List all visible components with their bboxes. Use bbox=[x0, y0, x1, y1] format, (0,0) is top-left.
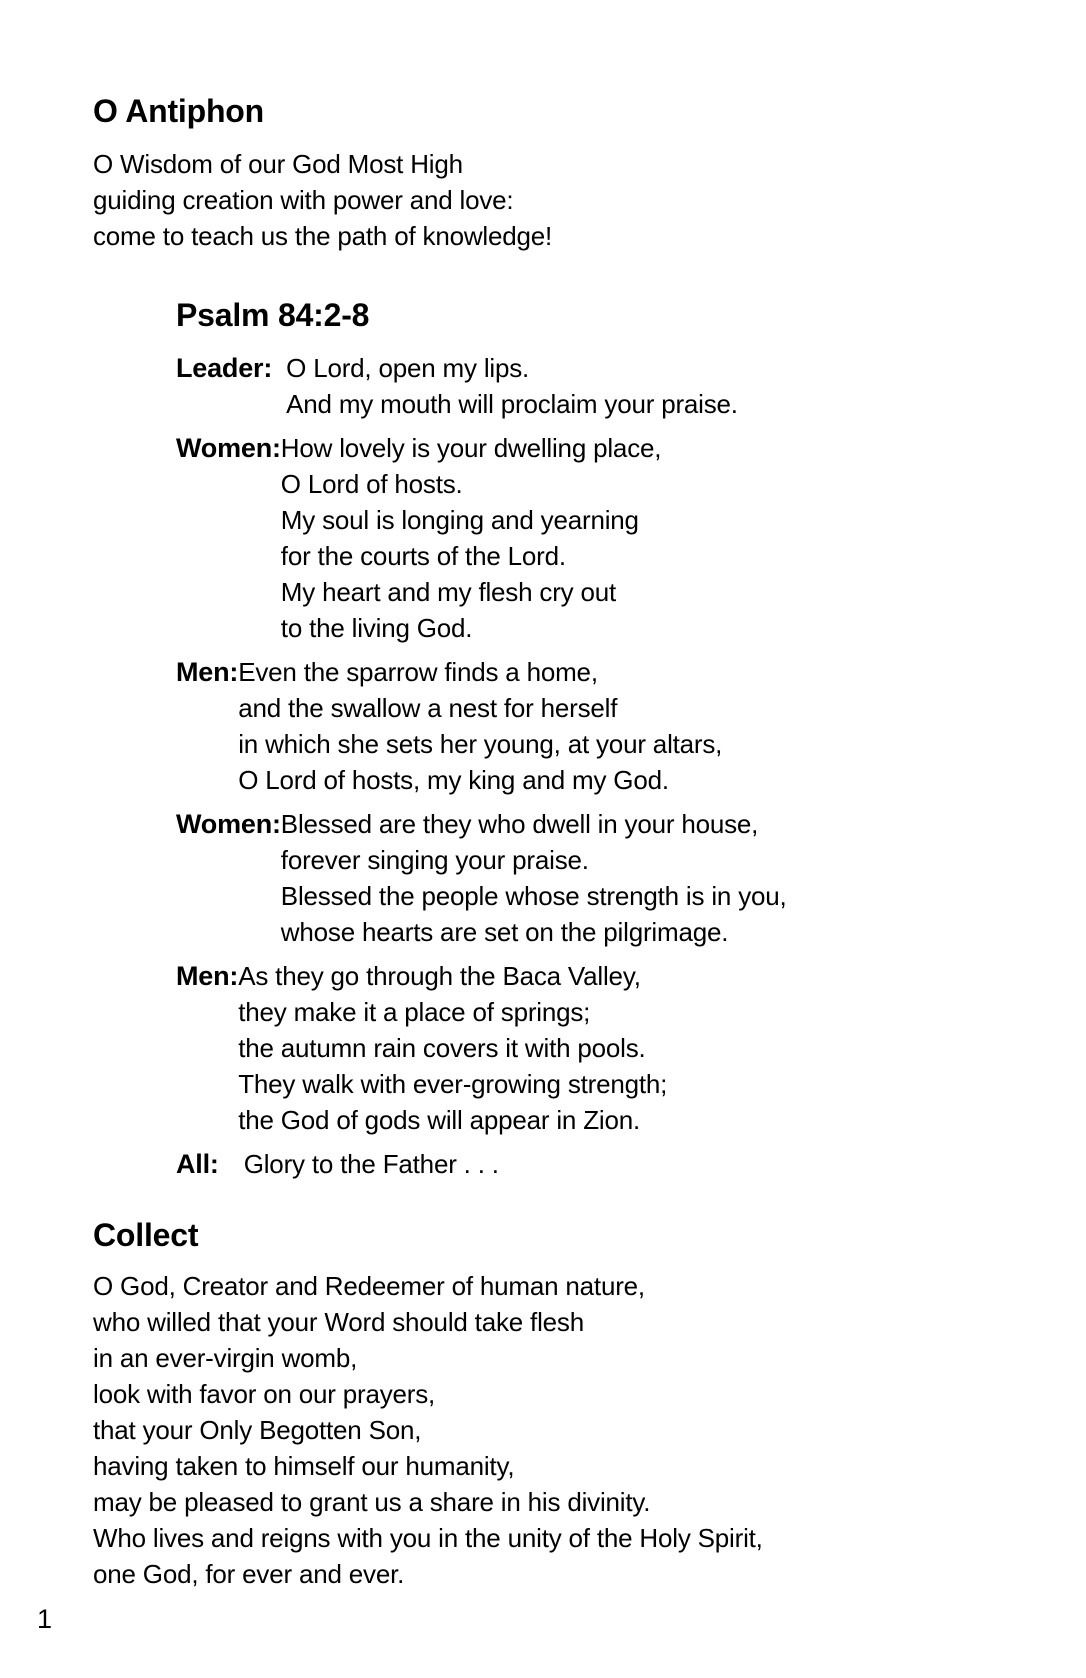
antiphon-section bbox=[93, 92, 1046, 254]
collect-line: O God, Creator and Redeemer of human nature, bbox=[93, 1271, 645, 1301]
speech-line: the God of gods will appear in Zion. bbox=[238, 1105, 641, 1135]
speech-women bbox=[176, 430, 1046, 646]
speech-line: and the swallow a nest for herself bbox=[238, 693, 618, 723]
speech-line: they make it a place of springs; bbox=[238, 997, 591, 1027]
speech-line: for the courts of the Lord. bbox=[280, 541, 566, 571]
speech-leader bbox=[176, 350, 1046, 422]
speech-line: They walk with ever-growing strength; bbox=[238, 1069, 668, 1099]
speech-lines bbox=[244, 1146, 499, 1182]
speech-lines bbox=[281, 430, 661, 646]
psalm-title: Psalm 84:2-8 bbox=[176, 297, 370, 333]
speech-line: whose hearts are set on the pilgrimage. bbox=[280, 917, 729, 947]
speech-line: Even the sparrow finds a home, bbox=[238, 657, 598, 687]
collect-title: Collect bbox=[93, 1217, 199, 1253]
speech-line: O Lord of hosts. bbox=[280, 469, 463, 499]
antiphon-line: O Wisdom of our God Most High bbox=[93, 149, 463, 179]
antiphon-line: guiding creation with power and love: bbox=[93, 185, 514, 215]
speaker-label: Men: bbox=[176, 657, 239, 687]
collect-line: that your Only Begotten Son, bbox=[93, 1415, 422, 1445]
collect-line: who willed that your Word should take flesh bbox=[93, 1307, 584, 1337]
collect-line: one God, for ever and ever. bbox=[93, 1559, 405, 1589]
antiphon-text bbox=[93, 146, 1046, 254]
speech-line: O Lord, open my lips. bbox=[286, 353, 530, 383]
speaker-label: Leader: bbox=[176, 353, 273, 383]
collect-line: in an ever-virgin womb, bbox=[93, 1343, 358, 1373]
speech-line: Glory to the Father . . . bbox=[243, 1149, 499, 1179]
speech-line: O Lord of hosts, my king and my God. bbox=[238, 765, 669, 795]
speech-all bbox=[176, 1146, 1046, 1182]
speech-line: As they go through the Baca Valley, bbox=[238, 961, 641, 991]
speech-line: to the living God. bbox=[280, 613, 473, 643]
psalm-section bbox=[176, 296, 1046, 1182]
speech-men bbox=[176, 958, 1046, 1138]
speech-lines bbox=[238, 654, 722, 798]
collect-line: look with favor on our prayers, bbox=[93, 1379, 436, 1409]
speaker-label: All: bbox=[176, 1149, 219, 1179]
speech-line: And my mouth will proclaim your praise. bbox=[286, 389, 738, 419]
speech-lines bbox=[281, 806, 787, 950]
page-number: 1 bbox=[37, 1604, 53, 1634]
collect-text bbox=[93, 1268, 1046, 1592]
speech-line: Blessed the people whose strength is in you, bbox=[280, 881, 787, 911]
antiphon-line: come to teach us the path of knowledge! bbox=[93, 221, 553, 251]
speech-line: the autumn rain covers it with pools. bbox=[238, 1033, 646, 1063]
speech-men bbox=[176, 654, 1046, 798]
speech-line: My soul is longing and yearning bbox=[280, 505, 639, 535]
speech-lines bbox=[286, 350, 738, 422]
speech-line: How lovely is your dwelling place, bbox=[280, 433, 662, 463]
speech-line: My heart and my flesh cry out bbox=[280, 577, 617, 607]
speech-women bbox=[176, 806, 1046, 950]
collect-line: Who lives and reigns with you in the unity of the Holy Spirit, bbox=[93, 1523, 763, 1553]
collect-section bbox=[93, 1216, 1046, 1592]
antiphon-title: O Antiphon bbox=[93, 93, 264, 129]
speaker-label: Women: bbox=[176, 433, 281, 463]
collect-line: having taken to himself our humanity, bbox=[93, 1451, 515, 1481]
collect-line: may be pleased to grant us a share in his divinity. bbox=[93, 1487, 651, 1517]
speech-line: Blessed are they who dwell in your house, bbox=[280, 809, 759, 839]
speaker-label: Women: bbox=[176, 809, 281, 839]
speech-line: forever singing your praise. bbox=[280, 845, 589, 875]
speech-lines bbox=[238, 958, 667, 1138]
speaker-label: Men: bbox=[176, 961, 239, 991]
speech-line: in which she sets her young, at your altars, bbox=[238, 729, 723, 759]
